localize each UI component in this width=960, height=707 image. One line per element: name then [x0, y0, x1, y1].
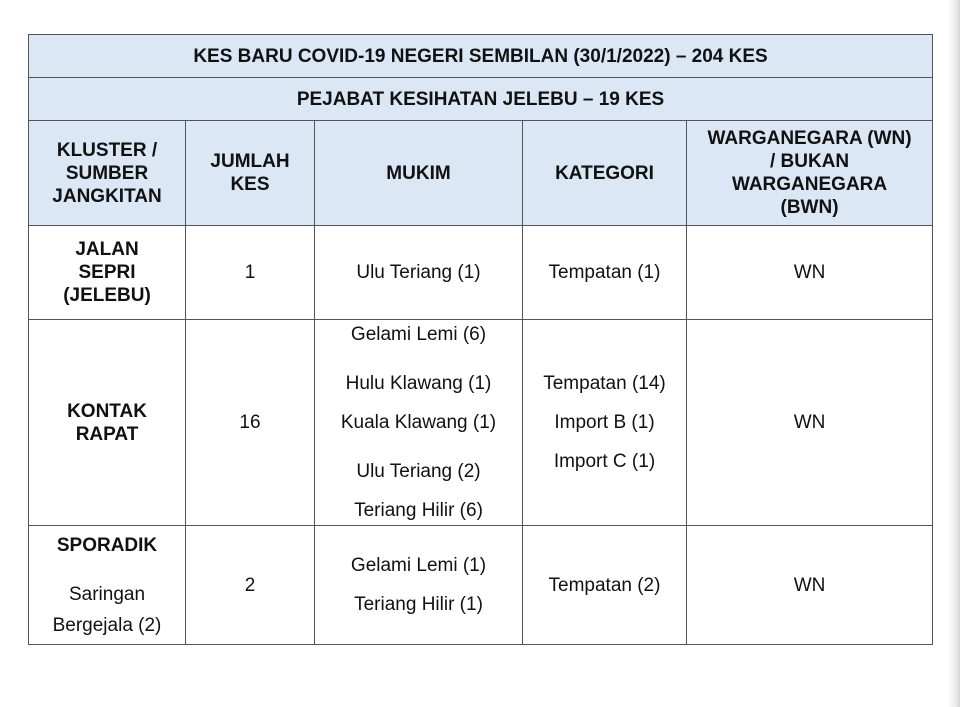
mukim-item: Ulu Teriang (2) — [356, 461, 481, 482]
mukim-cell — [315, 226, 523, 320]
wn-cell: WN — [687, 226, 933, 320]
jumlah-cell: 1 — [186, 226, 315, 320]
subtitle-row — [29, 78, 933, 121]
header-jumlah — [186, 121, 315, 226]
cluster-cell — [29, 526, 186, 645]
mukim-cell — [315, 526, 523, 645]
kategori-cell — [523, 320, 687, 526]
cluster-line-2: RAPAT — [75, 423, 139, 445]
page-edge-shadow — [948, 0, 960, 707]
covid-cases-table — [28, 34, 933, 645]
cluster-line-3: Bergejala (2) — [52, 614, 162, 636]
cluster-heading: SPORADIK — [56, 534, 158, 556]
cluster-cell — [29, 226, 186, 320]
header-wn-line-3: WARGANEGARA — [731, 174, 888, 195]
header-mukim: MUKIM — [315, 121, 523, 226]
table-title: KES BARU COVID-19 NEGERI SEMBILAN (30/1/2022) – 204 KES — [29, 35, 933, 78]
header-cluster-line-3: JANGKITAN — [52, 185, 162, 207]
header-wn — [687, 121, 933, 226]
jumlah-cell: 2 — [186, 526, 315, 645]
header-row — [29, 121, 933, 226]
header-wn-line-2: / BUKAN — [769, 151, 850, 172]
mukim-item: Gelami Lemi (1) — [350, 555, 487, 576]
table-row — [29, 320, 933, 526]
table-row — [29, 526, 933, 645]
mukim-item: Teriang Hilir (6) — [354, 500, 483, 521]
header-cluster — [29, 121, 186, 226]
cluster-line-2: Saringan — [68, 583, 146, 605]
wn-cell: WN — [687, 320, 933, 526]
header-wn-line-1: WARGANEGARA (WN) — [707, 128, 912, 149]
header-jumlah-line-1: JUMLAH — [210, 151, 290, 172]
table-row — [29, 226, 933, 320]
kategori-item: Import B (1) — [554, 412, 655, 433]
title-row — [29, 35, 933, 78]
header-wn-line-4: (BWN) — [780, 197, 839, 218]
cluster-line-1: JALAN — [75, 239, 139, 260]
header-cluster-line-1: KLUSTER / — [56, 139, 158, 161]
table-subtitle: PEJABAT KESIHATAN JELEBU – 19 KES — [29, 78, 933, 121]
cluster-line-1: KONTAK — [67, 400, 147, 422]
kategori-item: Tempatan (2) — [548, 574, 661, 596]
header-jumlah-line-2: KES — [230, 174, 270, 195]
cluster-cell — [29, 320, 186, 526]
mukim-item: Kuala Klawang (1) — [340, 412, 497, 433]
mukim-item: Ulu Teriang (1) — [356, 262, 481, 283]
kategori-cell — [523, 526, 687, 645]
kategori-item: Import C (1) — [553, 451, 656, 472]
kategori-item: Tempatan (1) — [548, 262, 661, 283]
cluster-line-3: (JELEBU) — [63, 285, 151, 306]
mukim-item: Gelami Lemi (6) — [350, 324, 487, 345]
cluster-line-2: SEPRI — [78, 262, 136, 283]
kategori-item: Tempatan (14) — [543, 373, 666, 394]
mukim-item: Teriang Hilir (1) — [354, 594, 483, 615]
jumlah-cell: 16 — [186, 320, 315, 526]
wn-cell: WN — [687, 526, 933, 645]
kategori-cell — [523, 226, 687, 320]
header-cluster-line-2: SUMBER — [65, 162, 149, 184]
mukim-item: Hulu Klawang (1) — [345, 373, 492, 394]
mukim-cell — [315, 320, 523, 526]
header-kategori: KATEGORI — [523, 121, 687, 226]
